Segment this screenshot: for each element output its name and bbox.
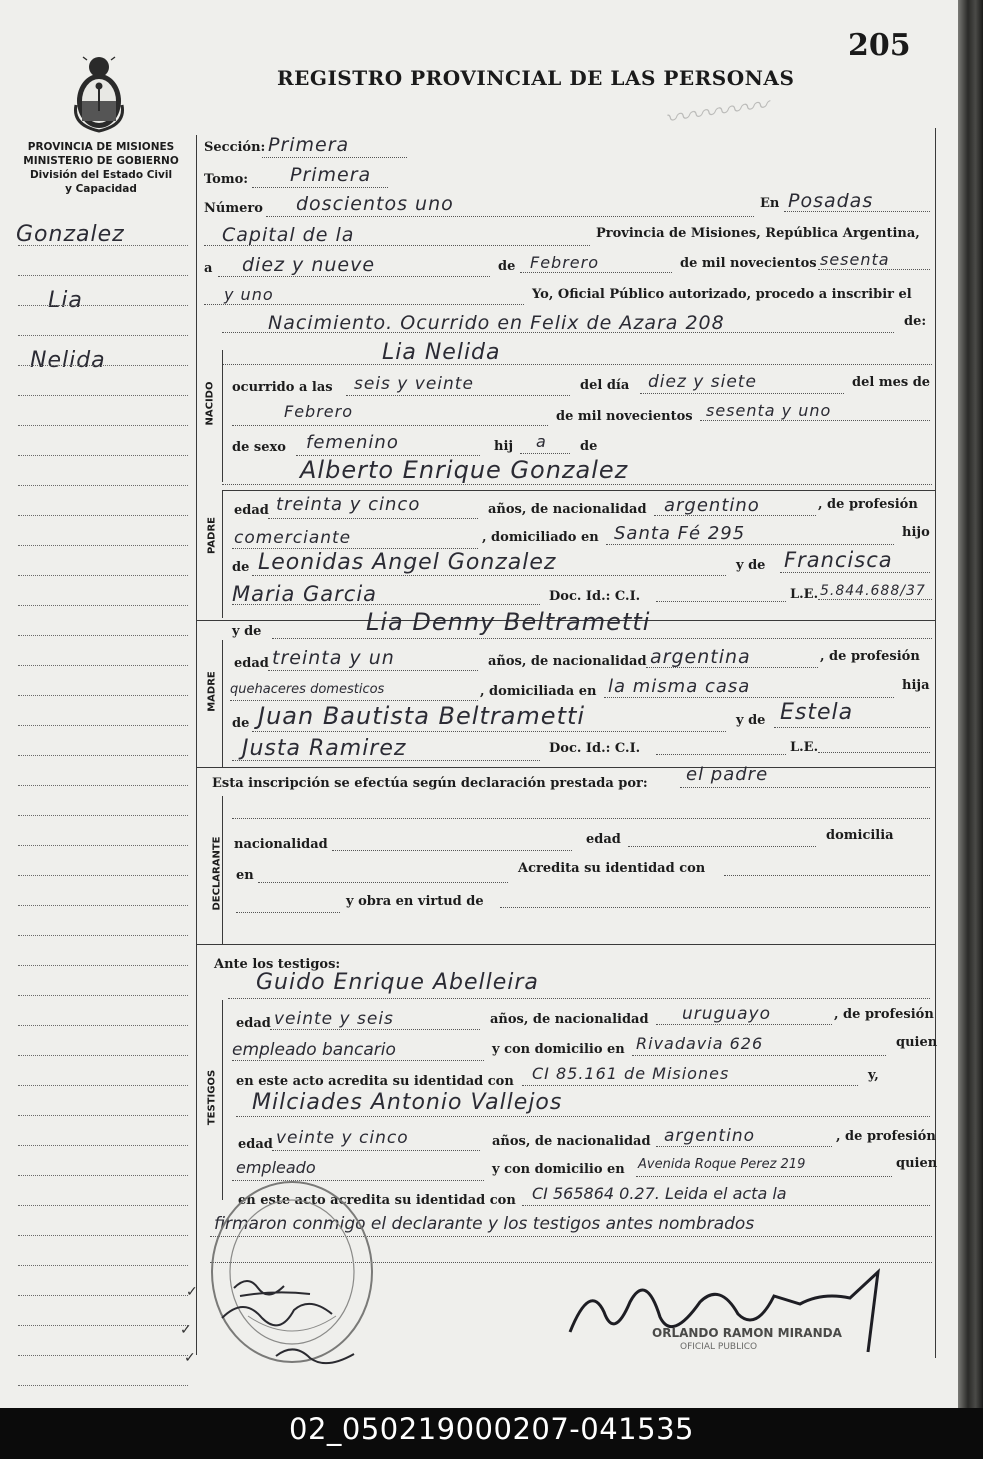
margin-ruled-line — [18, 725, 188, 726]
margin-ruled-line — [18, 785, 188, 786]
margin-ruled-line — [18, 995, 188, 996]
testigo2-profesion-label: , de profesión — [836, 1129, 936, 1144]
padre-nombre: Alberto Enrique Gonzalez — [300, 456, 629, 484]
en-value: Posadas — [788, 190, 874, 212]
de-mes-label: de — [498, 259, 516, 274]
dia-value: diez y nueve — [242, 254, 376, 276]
margin-ruled-line — [18, 605, 188, 606]
testigo1-profesion-label: , de profesión — [834, 1007, 934, 1022]
testigo2-documento: CI 565864 0.27. Leida el acta la — [532, 1184, 787, 1203]
margin-ruled-line — [18, 815, 188, 816]
en-label: En — [760, 196, 780, 211]
padre-edad-label: edad — [234, 503, 269, 518]
madre-le-label: L.E. — [790, 740, 819, 755]
testigo1-edad-label: edad — [236, 1016, 271, 1031]
cierre-text: firmaron conmigo el declarante y los testigos antes nombrados — [214, 1214, 755, 1234]
margin-ruled-line — [18, 1085, 188, 1086]
madre-nombre: Lia Denny Beltrametti — [366, 608, 651, 636]
provincia-label: Provincia de Misiones, República Argentina, — [596, 226, 920, 241]
capital-value: Capital de la — [222, 224, 355, 246]
margin-check-mark-2: ✓ — [180, 1322, 192, 1338]
margin-ruled-line — [18, 485, 188, 486]
testigo1-y-label: y, — [868, 1068, 879, 1083]
testigo2-domicilio-label: y con domicilio en — [492, 1162, 625, 1177]
hora-value: seis y veinte — [354, 374, 474, 394]
madre-nacionalidad-value: argentina — [650, 646, 751, 668]
madre-madre-value-b: Justa Ramirez — [242, 736, 407, 761]
madre-domicilio-value: la misma casa — [608, 676, 751, 697]
padre-madre-value-b: Maria Garcia — [232, 582, 378, 606]
testigos-section-label: TESTIGOS — [206, 1069, 218, 1126]
padre-domicilio-value: Santa Fé 295 — [614, 523, 746, 544]
margin-check-mark-3: ✓ — [184, 1350, 196, 1366]
margin-ruled-line — [18, 1235, 188, 1236]
margin-ruled-line — [18, 365, 188, 366]
margin-ruled-line — [18, 875, 188, 876]
margin-ruled-line — [18, 425, 188, 426]
numero-value: doscientos uno — [296, 193, 454, 215]
madre-de-label: de — [232, 716, 250, 731]
testigo1-domicilio-label: y con domicilio en — [492, 1042, 625, 1057]
madre-divider — [222, 640, 223, 768]
tomo-label: Tomo: — [204, 172, 249, 187]
mes-value: Febrero — [530, 253, 599, 272]
testigo2-edad-label: edad — [238, 1137, 273, 1152]
testigo1-anios-label: años, de nacionalidad — [490, 1012, 649, 1027]
margin-ruled-line — [18, 1025, 188, 1026]
testigo1-profesion-value: empleado bancario — [232, 1040, 396, 1060]
witness-signatures-icon — [214, 1266, 364, 1386]
testigo2-nacionalidad-value: argentino — [664, 1126, 755, 1146]
argentina-coat-of-arms-icon — [70, 55, 128, 133]
oficial-label: Yo, Oficial Público autorizado, procedo a inscribir el — [532, 287, 912, 302]
anio-value-a: sesenta — [820, 250, 890, 269]
margin-ruled-line — [18, 1055, 188, 1056]
hijo-suffix: a — [536, 432, 547, 451]
testigo2-edad-value: veinte y cinco — [276, 1128, 409, 1148]
seccion-value: Primera — [268, 134, 350, 156]
testigo1-acredita-label: en este acto acredita su identidad con — [236, 1074, 514, 1089]
margin-ruled-line — [18, 1355, 188, 1356]
margin-check-mark-1: ✓ — [186, 1284, 198, 1300]
declarante-en-label: en — [236, 868, 254, 883]
faint-handwritten-mark: 〰〰〰〰 — [662, 90, 770, 136]
madre-y-de-label: y de — [232, 624, 262, 639]
declaracion-label: Esta inscripción se efectúa según declaración prestada por: — [212, 776, 648, 791]
margin-ruled-line — [18, 1385, 188, 1386]
anio-value-b: y uno — [224, 285, 274, 304]
margin-ruled-line — [18, 755, 188, 756]
declarante-obra-label: y obra en virtud de — [346, 894, 484, 909]
margin-second-name: Nelida — [30, 348, 106, 373]
nacido-mes-value: Febrero — [284, 402, 353, 421]
page-number: 205 — [848, 28, 911, 63]
margin-ruled-line — [18, 305, 188, 306]
declarante-nacionalidad-label: nacionalidad — [234, 837, 328, 852]
margin-ruled-line — [18, 275, 188, 276]
madre-hija-label: hija — [902, 678, 930, 693]
testigo2-domicilio-value: Avenida Roque Perez 219 — [638, 1157, 806, 1172]
sexo-label: de sexo — [232, 440, 286, 455]
margin-ruled-line — [18, 455, 188, 456]
nacido-divider — [222, 350, 223, 482]
division-line: División del Estado Civil — [29, 169, 173, 181]
margin-ruled-line — [18, 1265, 188, 1266]
madre-edad-label: edad — [234, 656, 269, 671]
testigo1-documento: CI 85.161 de Misiones — [532, 1064, 730, 1083]
padre-hijo-label: hijo — [902, 525, 930, 540]
declarante-bottom-rule — [196, 944, 935, 945]
margin-ruled-line — [18, 1295, 188, 1296]
declarante-section-label: DECLARANTE — [211, 836, 223, 911]
del-mes-label: del mes de — [852, 375, 931, 390]
margin-ruled-line — [18, 515, 188, 516]
nacido-anio-value: sesenta y uno — [706, 401, 832, 420]
nombre-inscripto: Lia Nelida — [382, 340, 501, 365]
padre-domicilio-label: , domiciliado en — [482, 530, 599, 545]
testigo1-quien-label: quien — [896, 1035, 938, 1050]
margin-ruled-line — [18, 1325, 188, 1326]
sexo-value: femenino — [306, 432, 399, 453]
nacido-bottom-rule — [222, 490, 935, 491]
padre-section-label: PADRE — [206, 517, 218, 554]
seccion-label: Sección: — [204, 140, 266, 155]
testigo1-nacionalidad-value: uruguayo — [682, 1004, 771, 1024]
padre-divider — [222, 490, 223, 618]
margin-ruled-line — [18, 395, 188, 396]
province-line: PROVINCIA DE MISIONES — [27, 141, 175, 153]
margin-ruled-line — [18, 575, 188, 576]
madre-section-label: MADRE — [206, 671, 218, 712]
footer-code: 02_050219000207-041535 — [289, 1412, 694, 1446]
padre-y-de-label: y de — [736, 558, 766, 573]
margin-ruled-line — [18, 1115, 188, 1116]
province-heading — [8, 140, 194, 196]
testigos-divider — [222, 1000, 223, 1200]
official-stamp-name: ORLANDO RAMON MIRANDA — [652, 1326, 842, 1340]
ocurrido-label: ocurrido a las — [232, 380, 333, 395]
padre-de-label: de — [232, 560, 250, 575]
madre-profesion-value: quehaceres domesticos — [230, 682, 385, 697]
testigo1-domicilio-value: Rivadavia 626 — [636, 1034, 764, 1053]
padre-nacionalidad-value: argentino — [664, 495, 760, 516]
declaracion-value: el padre — [686, 764, 769, 785]
a-label: a — [204, 261, 213, 276]
book-binding — [958, 0, 983, 1408]
margin-ruled-line — [18, 245, 188, 246]
testigo2-nombre: Milciades Antonio Vallejos — [252, 1090, 563, 1115]
capacity-line: y Capacidad — [65, 183, 137, 195]
madre-bottom-rule — [196, 767, 935, 768]
testigo2-anios-label: años, de nacionalidad — [492, 1134, 651, 1149]
madre-profesion-label: , de profesión — [820, 649, 920, 664]
margin-ruled-line — [18, 695, 188, 696]
margin-ruled-line — [18, 1145, 188, 1146]
padre-profesion-label: , de profesión — [818, 497, 918, 512]
declarante-domicilia-label: domicilia — [826, 828, 894, 843]
madre-domicilio-label: , domiciliada en — [480, 684, 597, 699]
margin-ruled-line — [18, 965, 188, 966]
padre-profesion-value: comerciante — [234, 528, 352, 548]
margin-ruled-line — [18, 845, 188, 846]
testigo2-acredita-label: en este acto acredita su identidad con — [238, 1193, 516, 1208]
margin-ruled-line — [18, 545, 188, 546]
testigo1-edad-value: veinte y seis — [274, 1009, 394, 1029]
ministry-line: MINISTERIO DE GOBIERNO — [23, 155, 179, 167]
margin-ruled-line — [18, 665, 188, 666]
nacido-section-label: NACIDO — [204, 381, 216, 426]
frame-left-border — [196, 135, 197, 1355]
hijo-label: hij — [494, 439, 514, 454]
margin-first-name: Lia — [48, 288, 83, 313]
madre-anios-label: años, de nacionalidad — [488, 654, 647, 669]
de-colon-label: de: — [904, 314, 927, 329]
madre-doc-label: Doc. Id.: C.I. — [549, 741, 641, 756]
padre-edad-value: treinta y cinco — [276, 494, 421, 515]
nacido-dia-value: diez y siete — [648, 372, 757, 392]
margin-ruled-line — [18, 1205, 188, 1206]
nacido-de-mil-label: de mil novecientos — [556, 409, 693, 424]
testigo2-profesion-value: empleado — [236, 1158, 316, 1177]
numero-label: Número — [204, 201, 263, 216]
padre-anios-label: años, de nacionalidad — [488, 502, 647, 517]
margin-surname: Gonzalez — [16, 222, 125, 247]
hijo-de-label: de — [580, 439, 598, 454]
margin-ruled-line — [18, 905, 188, 906]
padre-le-label: L.E. — [790, 587, 819, 602]
del-dia-label: del día — [580, 378, 630, 393]
tomo-value: Primera — [290, 164, 372, 186]
margin-ruled-line — [18, 635, 188, 636]
padre-le-value: 5.844.688/37 — [820, 583, 926, 599]
madre-padre-value: Juan Bautista Beltrametti — [258, 702, 586, 730]
testigo1-nombre: Guido Enrique Abelleira — [256, 970, 539, 995]
testigo2-quien-label: quien — [896, 1156, 938, 1171]
margin-ruled-line — [18, 1175, 188, 1176]
margin-ruled-line — [18, 935, 188, 936]
margin-ruled-line — [18, 335, 188, 336]
padre-madre-value-a: Francisca — [784, 548, 893, 572]
frame-right-border — [935, 128, 936, 1358]
padre-padre-value: Leonidas Angel Gonzalez — [258, 550, 557, 575]
declarante-edad-label: edad — [586, 832, 621, 847]
testigos-ante-label: Ante los testigos: — [214, 957, 341, 972]
padre-doc-label: Doc. Id.: C.I. — [549, 589, 641, 604]
declarante-acredita-label: Acredita su identidad con — [518, 861, 706, 876]
madre-edad-value: treinta y un — [272, 647, 395, 669]
acto-value: Nacimiento. Ocurrido en Felix de Azara 208 — [268, 312, 725, 334]
page-title: REGISTRO PROVINCIAL DE LAS PERSONAS — [277, 66, 795, 90]
madre-madre-value-a: Estela — [780, 700, 854, 725]
madre-y-de2-label: y de — [736, 713, 766, 728]
official-stamp-title: OFICIAL PUBLICO — [680, 1342, 758, 1352]
de-mil-label: de mil novecientos — [680, 256, 817, 271]
